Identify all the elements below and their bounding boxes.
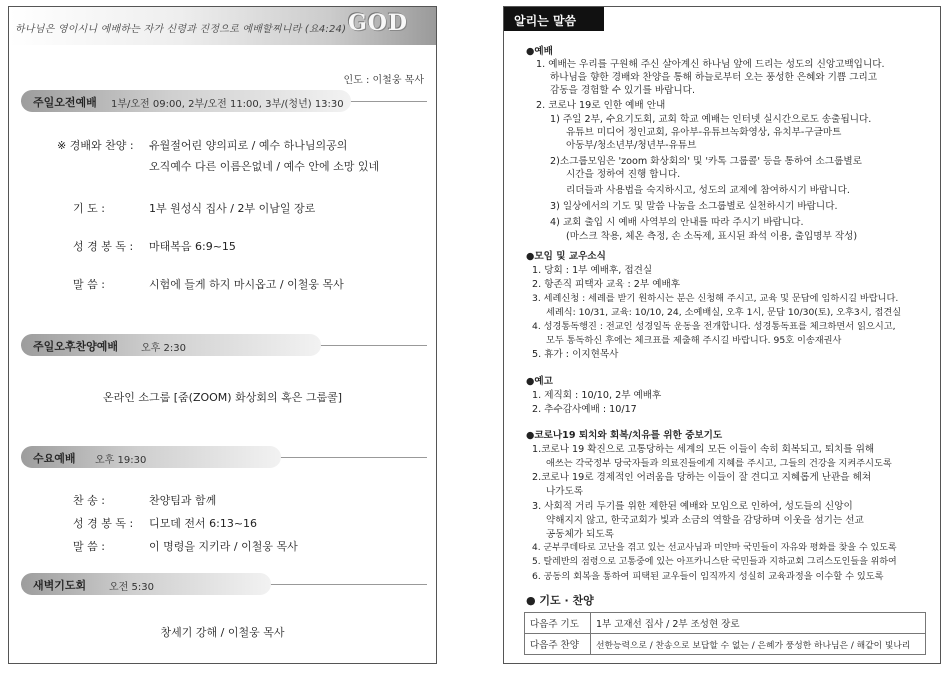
notice-line: 세례식: 10/31, 교육: 10/10, 24, 소예배실, 오후 1시, 문답 10/30(토), 오후3시, 접견실 (546, 307, 902, 318)
section-time: 오전 5:30 (109, 582, 154, 593)
notice-line: 리더들과 사용법을 숙지하시고, 성도의 교제에 참여하시기 바랍니다. (566, 185, 850, 196)
praise-line-2: 오직예수 다른 이름은없네 / 예수 안에 소망 있네 (149, 160, 380, 173)
notice-line: 애쓰는 각국정부 당국자들과 의료진들에게 지혜를 주시고, 그들의 건강을 지켜주시도록 (546, 458, 892, 469)
notice-line: 1. 제직회 : 10/10, 2부 예배후 (532, 390, 662, 401)
announcements-panel (503, 6, 941, 664)
notice-line: 모두 통독하신 후에는 체크표를 제출해 주시길 바랍니다. 95호 이송재권사 (546, 335, 842, 346)
table-key: 다음주 기도 (525, 613, 591, 634)
sermon-value: 이 명령을 지키라 / 이철웅 목사 (149, 540, 298, 553)
scripture-value: 마태복음 6:9~15 (149, 240, 236, 253)
scripture-label: 성 경 봉 독 : (73, 240, 134, 253)
notice-line: 하나님을 향한 경배와 찬양을 통해 하늘로부터 오는 풍성한 은혜와 기쁨 그리고 (550, 72, 878, 83)
notice-line: 4. 성경통독행진 : 전교인 성경일독 운동을 전개합니다. 성경통독표를 체크하면서 읽으시고, (532, 321, 896, 332)
sermon-label: 말 씀 : (73, 278, 105, 291)
section-title: 주일오후찬양예배 (33, 340, 119, 353)
notice-line: 감동을 경험할 수 있기를 바랍니다. (550, 85, 695, 96)
hymn-label: 찬 송 : (73, 494, 105, 507)
section-sunday-pm (21, 334, 321, 356)
sunday-pm-note: 온라인 소그룹 [줌(ZOOM) 화상회의 혹은 그룹콜] (102, 391, 342, 404)
notice-line: (마스크 착용, 체온 측정, 손 소독제, 표시된 좌석 이용, 출입명부 작성) (566, 231, 858, 242)
notice-line: 5. 휴가 : 이지현목사 (532, 349, 619, 360)
section-wednesday (21, 446, 281, 468)
notice-line: 2. 항존직 피택자 교육 : 2부 예배후 (532, 279, 680, 290)
notice-line: 아동부/청소년부/청년부-유튜브 (566, 140, 697, 151)
notice-line: 4) 교회 출입 시 예배 사역부의 안내를 따라 주시기 바랍니다. (550, 217, 804, 228)
heading-prayer-praise: ● 기도 · 찬양 (526, 594, 594, 607)
notice-line: 유튜브 미디어 정인교회, 유아부-유튜브녹화영상, 유치부-구글마트 (566, 127, 842, 138)
sermon-value: 시험에 들게 하지 마시옵고 / 이철웅 목사 (149, 278, 344, 291)
scripture-label: 성 경 봉 독 : (73, 517, 134, 530)
notice-line: 2)소그룹모임은 'zoom 화상회의' 및 '카톡 그룹콜' 등을 통하여 소그룹별로 (550, 156, 862, 167)
notice-line: 5. 탈레반의 점령으로 고통중에 있는 아프카니스탄 국민들과 지하교회 그리스도인들을 위하여 (532, 557, 897, 567)
section-time: 오후 19:30 (95, 455, 147, 466)
god-logo: GOD (347, 10, 408, 36)
notice-line: 시간을 정하여 진행 합니다. (566, 169, 681, 180)
section-dawn (21, 573, 271, 595)
table-value: 1부 고재선 집사 / 2부 조성현 장로 (591, 613, 926, 634)
notice-line: 2. 코로나 19로 인한 예배 안내 (536, 100, 666, 111)
notice-line: 3) 일상에서의 기도 및 말씀 나눔을 소그룹별로 실천하시기 바랍니다. (550, 201, 838, 212)
notice-line: 1. 예배는 우리를 구원해 주신 살아계신 하나님 앞에 드리는 성도의 신앙고백입니다. (536, 59, 885, 70)
notice-line: 1. 당회 : 1부 예배후, 접견실 (532, 265, 653, 276)
section-time: 오후 2:30 (141, 343, 186, 354)
banner-verse: 하나님은 영이시니 예배하는 자가 신령과 진정으로 예배할찌니라 (요4:24) (15, 24, 347, 35)
notice-line: 약해지지 않고, 한국교회가 빛과 소금의 역할을 감당하며 이웃을 섬기는 선교 (546, 515, 864, 526)
heading-prayer-covid: ●코로나19 퇴치와 회복/치유를 위한 중보기도 (526, 430, 723, 441)
heading-worship: ●예배 (526, 46, 553, 57)
section-title: 수요예배 (33, 452, 76, 465)
notice-line: 3. 세례신청 : 세례를 받기 원하시는 분은 신청해 주시고, 교육 및 문답에 임하시길 바랍니다. (532, 293, 899, 304)
prayer-label: 기 도 : (73, 202, 105, 215)
hymn-value: 찬양팀과 함께 (149, 494, 217, 507)
notice-line: 6. 공동의 회복을 통하여 피택된 교우들이 임직까지 성실히 교육과정을 이수할 수 있도록 (532, 571, 884, 582)
prayer-value: 1부 원성식 집사 / 2부 이남일 장로 (149, 202, 316, 215)
notice-line: 1) 주일 2부, 수요기도회, 교회 학교 예배는 인터넷 실시간으로도 송출됩니다. (550, 114, 872, 125)
dawn-note: 창세기 강해 / 이철웅 목사 (160, 626, 285, 639)
section-title: 새벽기도회 (33, 579, 87, 592)
table-key: 다음주 찬양 (525, 634, 591, 655)
notice-line: 3. 사회적 거리 두기를 위한 제한된 예배와 모임으로 인하여, 성도들의 신앙이 (532, 501, 853, 512)
table-row (525, 613, 926, 634)
section-time: 1부/오전 09:00, 2부/오전 11:00, 3부/(청년) 13:30 (111, 99, 344, 110)
praise-label: ※ 경배와 찬양 : (57, 139, 134, 152)
table-row (525, 634, 926, 655)
next-week-table (524, 612, 926, 655)
scripture-value: 디모데 전서 6:13~16 (149, 517, 258, 530)
section-sunday-am (21, 90, 351, 112)
worship-leader: 인도 : 이철웅 목사 (343, 75, 424, 86)
header-label: 알리는 말씀 (514, 14, 577, 28)
notice-line: 나가도록 (546, 486, 584, 497)
table-value: 선한능력으로 / 찬송으로 보답할 수 없는 / 은혜가 풍성한 하나님은 / 해같이 빛나리 (591, 634, 926, 655)
scripture-banner (9, 7, 436, 45)
notice-line: 1.코로나 19 확진으로 고통당하는 세계의 모든 이들이 속히 회복되고, 퇴치를 위해 (532, 444, 875, 455)
heading-meetings: ●모임 및 교우소식 (526, 251, 606, 262)
heading-preview: ●예고 (526, 376, 553, 387)
section-title: 주일오전예배 (33, 96, 97, 109)
notice-line: 2.코로나 19로 경제적인 어려움을 당하는 이들이 잘 견디고 지혜롭게 난관을 헤쳐 (532, 472, 872, 483)
praise-line-1: 유월절어린 양의피로 / 예수 하나님의공의 (149, 139, 348, 152)
notice-line: 4. 군부쿠데타로 고난을 겪고 있는 선교사님과 미얀마 국민들이 자유와 평화를 찾을 수 있도록 (532, 543, 897, 553)
announcements-header (504, 7, 604, 31)
notice-line: 2. 추수감사예배 : 10/17 (532, 404, 637, 415)
notice-line: 공동체가 되도록 (546, 529, 614, 540)
sermon-label: 말 씀 : (73, 540, 105, 553)
worship-order-panel (8, 6, 437, 664)
